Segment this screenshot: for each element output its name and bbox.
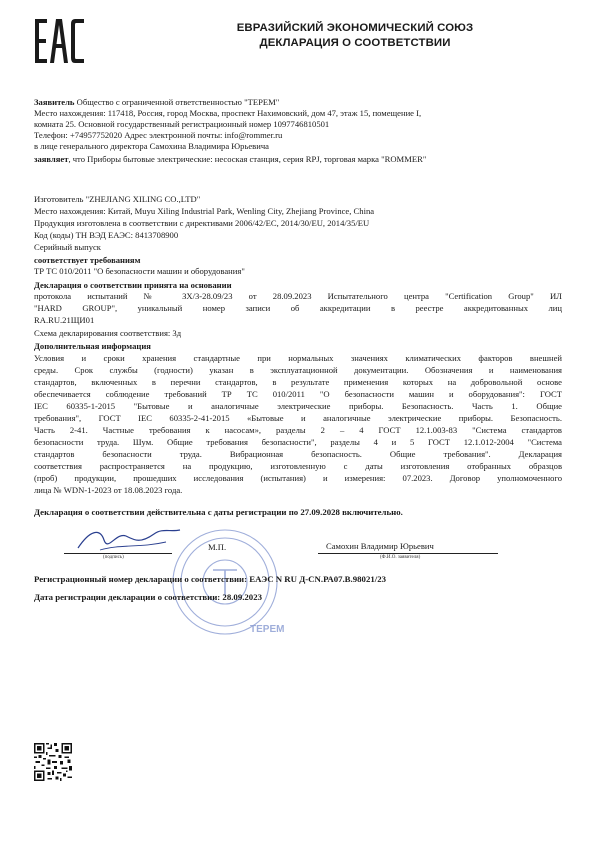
applicant-address: Место нахождения: 117418, Россия, город Москва, проспект Нахимовский, дом 47, этаж 15, помещение I, [34,108,422,118]
signature-caption: (подпись) [103,555,124,560]
additional-line: Часть 2-41. Частные требования к насосам», разделы 2 – 4 ГОСТ 12.1.003-83 "Система стандартов [34,425,562,435]
additional-line: IEC 60335-1-2015 "Бытовые и аналогичные электрические приборы. Безопасность. Часть 1. Общие [34,401,562,411]
additional-line: стандартов, включенных в перечни стандартов, в результате применения которых на добровольной основе [34,377,562,387]
applicant-line-1 [34,97,562,108]
additional-line: требования", ГОСТ IEC 60335-2-41-2015 «Бытовые и аналогичные электрические приборы. Безопасность. [34,413,562,423]
manufacturer-directives: Продукция изготовлена в соответствии с директивами 2006/42/EC, 2014/30/EU, 2014/35/EU [34,218,370,228]
requirements-title: соответствует требованиям [34,255,141,265]
declaration-scheme: Схема декларирования соответствия: 3д [34,328,182,338]
additional-line: безопасности труда. Шум. Общие требования безопасности", разделы 4 и 5 ГОСТ 12.1.012-2004 "Система [34,437,562,447]
production-type: Серийный выпуск [34,242,101,252]
basis-title: Декларация о соответствии принята на основании [34,280,232,290]
registration-number: Регистрационный номер декларации о соответствии: ЕАЭС N RU Д-CN.РА07.В.98021/23 [34,574,386,584]
additional-line: соответствия распространяется на продукцию, изготовленную с даты изготовления отобранных образцов [34,461,562,471]
registration-date: Дата регистрации декларации о соответствии: 28.09.2023 [34,592,263,602]
company-stamp [140,500,310,635]
basis-line-3: RA.RU.21ЩИ01 [34,315,95,325]
manufacturer-address: Место нахождения: Китай, Muyu Xiling Industrial Park, Wenling City, Zhejiang Province, China [34,206,375,216]
qr-code [34,743,72,781]
name-line [318,553,498,554]
header-declaration-title: ДЕКЛАРАЦИЯ О СООТВЕТСТВИИ [259,37,451,49]
additional-info-title: Дополнительная информация [34,341,151,351]
applicant-representative: в лице генерального директора Самохина Владимира Юрьевича [34,141,269,151]
applicant-label: Заявитель [34,97,75,107]
applicant-contacts: Телефон: +74957752020 Адрес электронной почты: info@rommer.ru [34,130,283,140]
additional-line: стандартов безопасности труда. Вибрационная безопасность. Общие требования". Декларация [34,449,562,459]
basis-line-2: "HARD GROUP", уникальный номер записи об аккредитации в реестре аккредитованных лиц [34,303,562,313]
product-description: , что Приборы бытовые электрические: несоская станция, серия RPJ, торговая марка "ROMMER" [68,154,427,164]
additional-line: обеспечивается соблюдение требований ТР ТС 010/2011 "О безопасности машин и оборудования": ГОСТ [34,389,562,399]
applicant-declares [34,154,562,165]
stamp-text: ТЕРЕМ [250,624,285,635]
stamp-place-label: М.П. [208,542,227,552]
header-union-title: ЕВРАЗИЙСКИЙ ЭКОНОМИЧЕСКИЙ СОЮЗ [236,22,474,34]
additional-line: Условия и сроки хранения стандартные при нормальных значениях климатических факторов внешней [34,353,562,363]
applicant-ogrn: комната 25. Основной государственный регистрационный номер 1097746810501 [34,119,330,129]
requirements-text: ТР ТС 010/2011 "О безопасности машин и оборудования" [34,266,245,276]
validity-statement: Декларация о соответствии действительна с даты регистрации по 27.09.2028 включительно. [34,507,403,517]
manufacturer-name: Изготовитель "ZHEJIANG XILING CO.,LTD" [34,194,201,204]
hs-code: Код (коды) ТН ВЭД ЕАЭС: 8413708900 [34,230,179,240]
name-caption: (Ф.И.О. заявителя) [380,555,421,560]
declares-label: заявляет [34,154,69,164]
additional-line: среды. Срок службы (годности) указан в эксплуатационной документации. Обозначения и наименования [34,365,562,375]
eac-logo [34,16,86,66]
signatory-name: Самохин Владимир Юрьевич [326,541,434,551]
additional-line: лица № WDN-1-2023 от 18.08.2023 года. [34,485,183,495]
applicant-name: Общество с ограниченной ответственностью "ТЕРЕМ" [74,97,280,107]
basis-line-1: протокола испытаний № ЗХ/3-28.09/23 от 28.09.2023 Испытательного центра "Certification Group" ИЛ [34,291,562,301]
additional-line: (проб) продукции, прошедших исследования (испытания) и измерения: 07.2023. Договор уполномоченного [34,473,562,483]
